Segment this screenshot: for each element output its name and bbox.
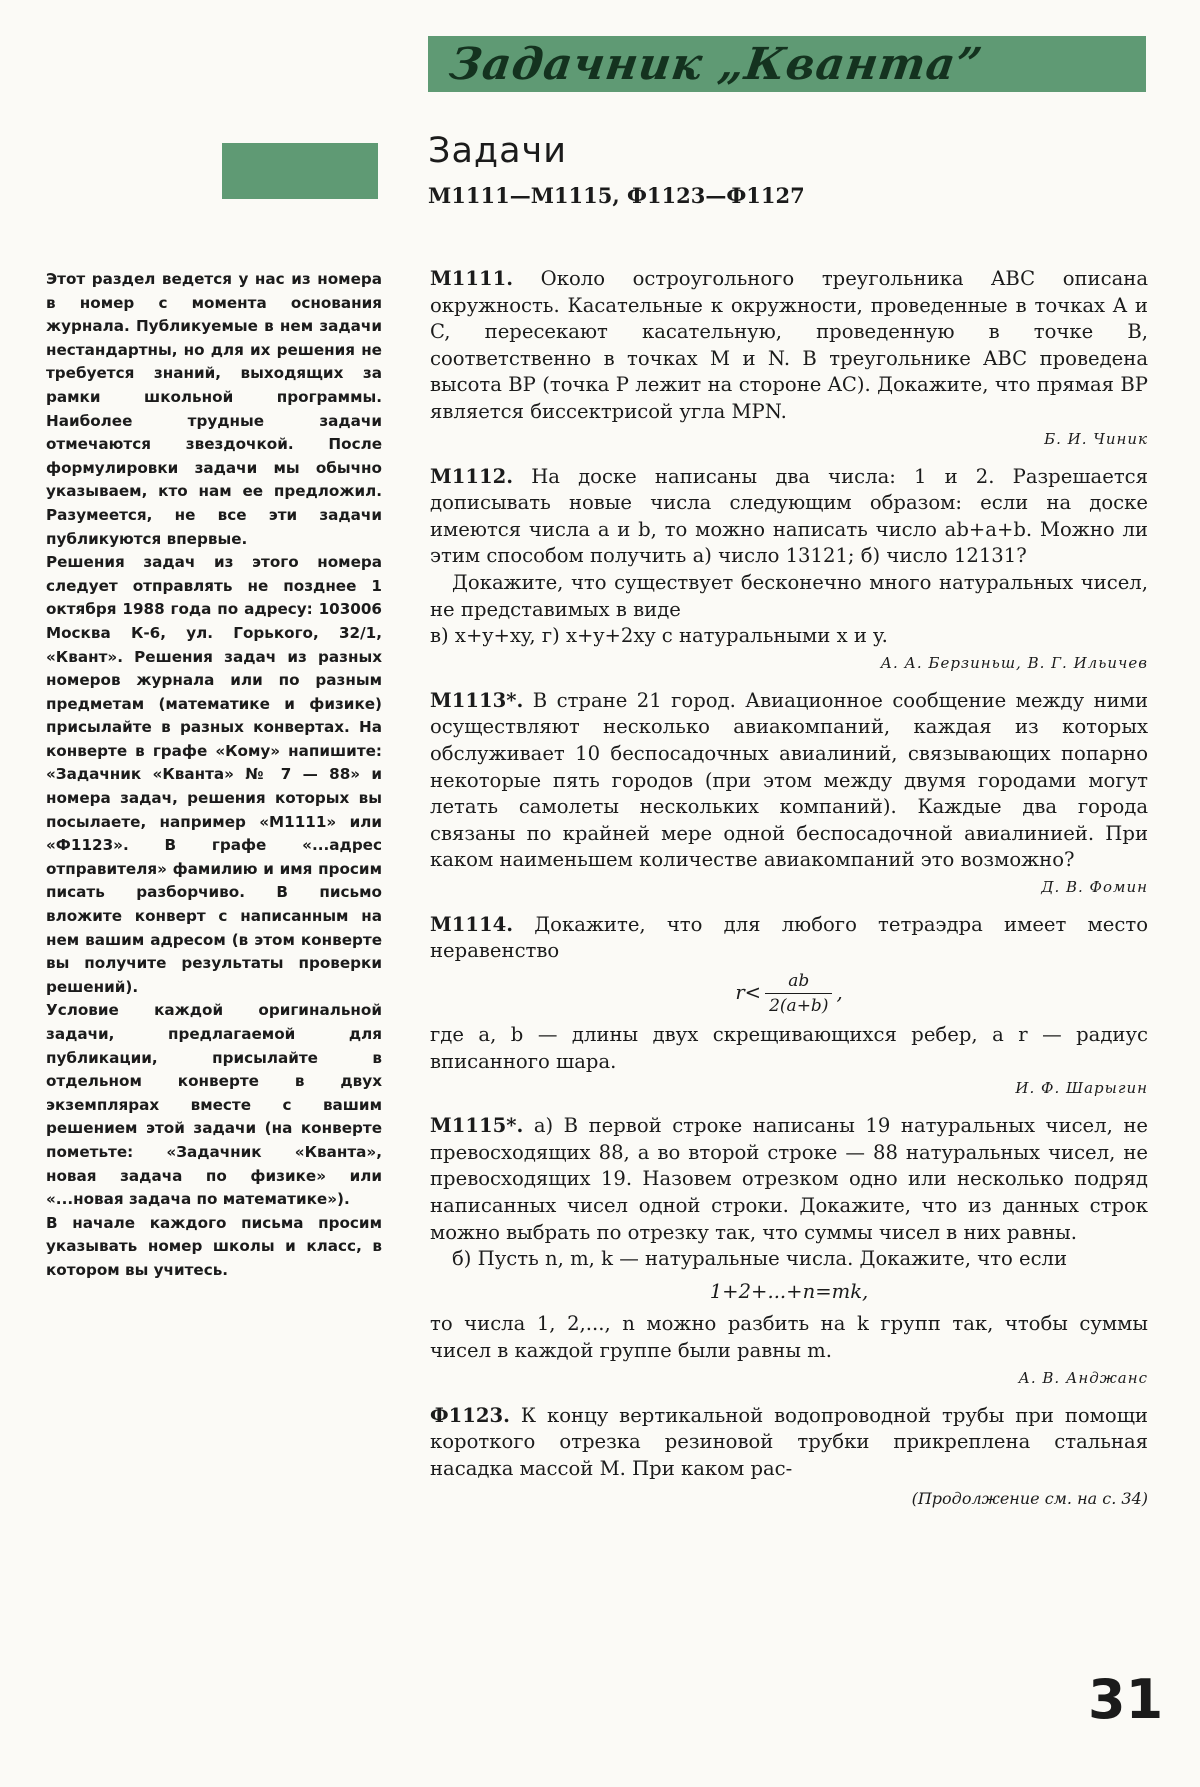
problem-code: М1112.: [430, 464, 514, 488]
problem-code: М1113*.: [430, 688, 524, 712]
problem-author: А. В. Анджанс: [1018, 1368, 1148, 1387]
problem-author: Д. В. Фомин: [1041, 877, 1148, 896]
fraction-denominator: 2(a+b): [769, 996, 829, 1017]
inequality-formula: [430, 971, 1148, 1016]
sidebar-paragraph: Условие каждой оригинальной задачи, предлагаемой для публикации, присылайте в отдельном конверте в двух экземплярах вместе с вашим решением этой задачи (на конверте пометьте: «Задачник «Кванта», новая задача по физике» или «...новая задача по математике»).: [46, 1001, 382, 1209]
section-banner: [428, 36, 1146, 92]
problem-author: И. Ф. Шарыгин: [1015, 1079, 1148, 1098]
formula-left: r<: [735, 981, 762, 1005]
sidebar-paragraph: Решения задач из этого номера следует отправлять не позднее 1 октября 1988 года по адресу: 103006 Москва К-6, ул. Горького, 32/1, «Квант». Решения задач из разных номеров журнала или по разным предметам (математике и физике) присылайте в разных конвертах. На конверте в графе «Кому» напишите: «Задачник «Кванта» № 7 — 88» и номера задач, решения которых вы посылаете, например «М1111» или «Ф1123». В графе «...адрес отправителя» фамилию и имя просим писать разборчиво. В письмо вложите конверт с написанным на нем вашим адресом (в этом конверте вы получите результаты проверки решений).: [46, 553, 382, 996]
problem-text: К концу вертикальной водопроводной трубы при помощи короткого отрезка резиновой трубки прикреплена стальная насадка массой M. При каком рас-: [430, 1403, 1148, 1480]
problem-text: Докажите, что для любого тетраэдра имеет место неравенство: [430, 912, 1148, 963]
problem-code: М1115*.: [430, 1114, 524, 1138]
formula-end: ,: [836, 981, 843, 1005]
banner-title: Задачник „Кванта”: [446, 39, 986, 90]
problem-range: М1111—М1115, Ф1123—Ф1127: [428, 183, 805, 208]
problem-m1112: [430, 464, 1148, 674]
problem-code: М1114.: [430, 912, 514, 936]
problem-m1114: [430, 912, 1148, 1099]
problem-code: Ф1123.: [430, 1403, 510, 1427]
problem-text: Докажите, что существует бесконечно много натуральных чисел, не представимых в виде: [430, 570, 1148, 621]
problems-column: [430, 266, 1148, 1527]
fraction-numerator: ab: [765, 971, 832, 994]
problem-text: где a, b — длины двух скрещивающихся ребер, а r — радиус вписанного шара.: [430, 1023, 1148, 1073]
problem-code: М1111.: [430, 267, 514, 290]
sum-formula: 1+2+...+n=mk,: [709, 1279, 869, 1303]
problem-text: а) В первой строке написаны 19 натуральных чисел, не превосходящих 88, а во второй строке — 88 натуральных чисел, не превосходящих 19. Назовем отрезком одно или несколько подряд написанных чисел одной строки. Докажите, что из данных строк можно выбрать по отрезку так, что суммы чисел в них равны.: [430, 1114, 1148, 1244]
problem-author: А. А. Берзиньш, В. Г. Ильичев: [880, 653, 1148, 672]
problem-f1123: [430, 1403, 1148, 1513]
problem-text: то числа 1, 2,..., n можно разбить на k групп так, чтобы суммы чисел в каждой группе были равны m.: [430, 1312, 1148, 1362]
problem-m1115: [430, 1113, 1148, 1388]
problem-text: в) x+y+xy, г) x+y+2xy с натуральными x и y.: [430, 624, 888, 648]
problem-text: На доске написаны два числа: 1 и 2. Разрешается дописывать новые числа следующим образом: если на доске имеются числа a и b, то можно написать число ab+a+b. Можно ли этим способом получить а) число 13121; б) число 12131?: [430, 464, 1148, 568]
problem-text: б) Пусть n, m, k — натуральные числа. Докажите, что если: [452, 1247, 1068, 1271]
page-number: 31: [1088, 1668, 1164, 1731]
fraction: [765, 971, 832, 1016]
sidebar-info: [46, 268, 382, 1283]
sidebar-paragraph: В начале каждого письма просим указывать номер школы и класс, в котором вы учитесь.: [46, 1213, 382, 1279]
problem-text: В стране 21 город. Авиационное сообщение между ними осуществляют несколько авиакомпаний, каждая из которых обслуживает 10 беспосадочных авиалиний, связывающих попарно некоторые пять городов (при этом между двумя городами могут летать самолеты нескольких компаний). Каждые два города связаны по крайней мере одной беспосадочной авиалинией. При каком наименьшем количестве авиакомпаний это возможно?: [430, 688, 1149, 872]
problem-text: Около остроугольного треугольника ABC описана окружность. Касательные к окружности, проведенные в точках A и C, пересекают касательную, проведенную в точке B, соответственно в точках M и N. В треугольнике ABC проведена высота BP (точка P лежит на стороне AC). Докажите, что прямая BP является биссектрисой угла MPN.: [430, 267, 1149, 423]
decorative-green-block: [222, 143, 378, 199]
problem-m1111: [430, 266, 1148, 450]
problem-m1113: [430, 688, 1148, 898]
sidebar-paragraph: Этот раздел ведется у нас из номера в номер с момента основания журнала. Публикуемые в нем задачи нестандартны, но для их решения не требуется знаний, выходящих за рамки школьной программы. Наиболее трудные задачи отмечаются звездочкой. После формулировки задачи мы обычно указываем, кто нам ее предложил. Разумеется, не все эти задачи публикуются впервые.: [46, 270, 382, 548]
continuation-note: (Продолжение см. на с. 34): [911, 1489, 1148, 1509]
problem-author: Б. И. Чиник: [1044, 429, 1148, 448]
page-title: Задачи: [428, 131, 567, 171]
